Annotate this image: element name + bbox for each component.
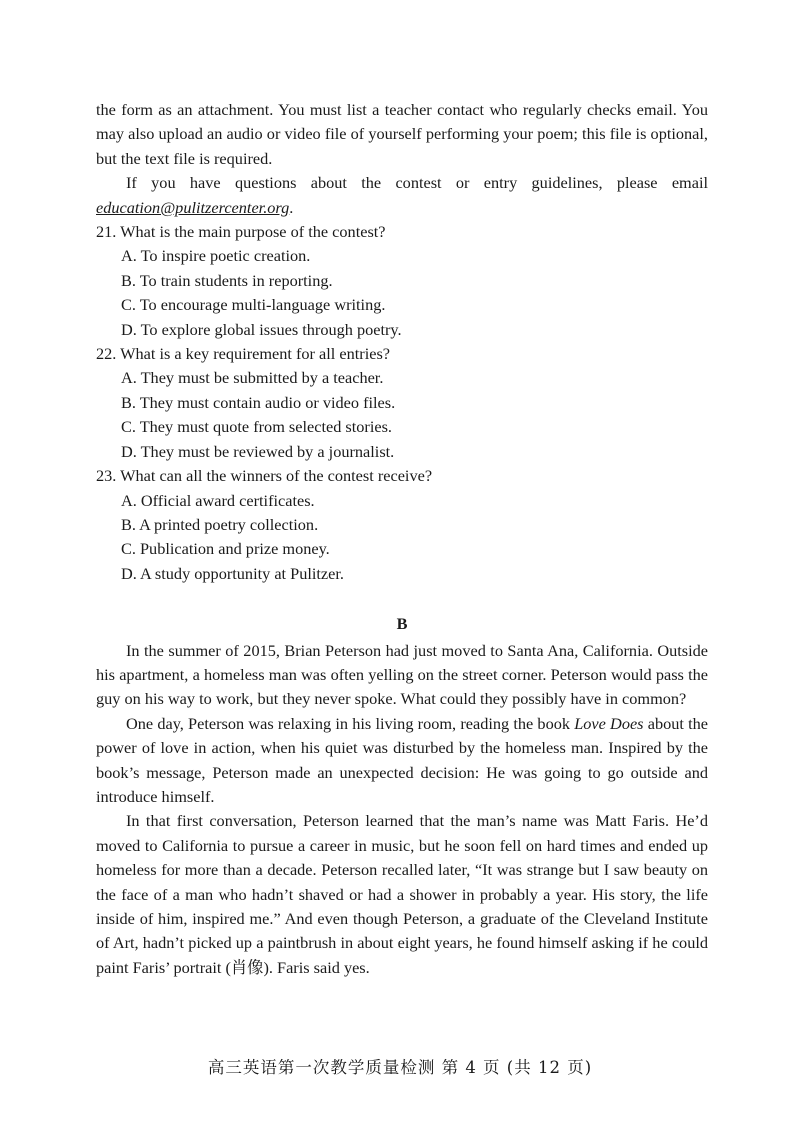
question-stem: 23. What can all the winners of the contest receive? [96, 466, 433, 486]
question-stem: 21. What is the main purpose of the contest? [96, 222, 386, 242]
question-21 [96, 220, 708, 342]
book-title: Love Does [574, 713, 644, 733]
document-body [96, 98, 708, 980]
section-heading: B [396, 614, 408, 634]
para2-text-a: One day, Peterson was relaxing in his living room, reading the book [126, 713, 575, 733]
question-23 [96, 464, 708, 586]
option-a: A. To inspire poetic creation. [121, 246, 311, 266]
option-d: D. A study opportunity at Pulitzer. [121, 563, 344, 583]
option-b: B. A printed poetry collection. [121, 514, 319, 534]
page-footer: 高三英语第一次教学质量检测 第 4 页 (共 12 页) [207, 1058, 593, 1077]
contact-end: . [289, 197, 294, 217]
passage-paragraph-1: In the summer of 2015, Brian Peterson had just moved to Santa Ana, California. Outside his apartment, a homeless man was often yelling on the street corner. Peterson would pass the guy on his way to work, but they never spoke. What could they possibly have in common? [96, 640, 708, 709]
para2-text-b: about the power of love in action, when his quiet was disturbed by the homeless man. Inspired by the book’s message, Peterson made an unexpected decision: He was going to go outside and introduce himself. [96, 713, 709, 806]
question-stem: 22. What is a key requirement for all entries? [96, 344, 391, 364]
contact-text: If you have questions about the contest or entry guidelines, please email [126, 173, 708, 193]
question-22 [96, 342, 708, 464]
option-c: C. They must quote from selected stories. [121, 417, 393, 437]
option-b: B. To train students in reporting. [121, 270, 333, 290]
passage-paragraph-3: In that first conversation, Peterson learned that the man’s name was Matt Faris. He’d moved to California to pursue a career in music, but he soon fell on hard times and ended up homeless for more than a decade. Peterson recalled later, “It was strange but I saw beauty on the face of a man who hadn’t shaved or had a shower in probably a year. His story, the life inside of him, inspired me.” And even though Peterson, a graduate of the Cleveland Institute of Art, hadn’t picked up a paintbrush in about eight years, he found himself asking if he could paint Faris’ portrait (肖像). Faris said yes. [96, 811, 708, 977]
option-d: D. They must be reviewed by a journalist. [121, 441, 395, 461]
option-c: C. To encourage multi-language writing. [121, 295, 386, 315]
option-c: C. Publication and prize money. [121, 539, 330, 559]
option-b: B. They must contain audio or video files. [121, 392, 396, 412]
intro-paragraph: the form as an attachment. You must list a teacher contact who regularly checks email. You may also upload an audio or video file of yourself performing your poem; this file is optional, but the text file is required. [96, 100, 708, 168]
option-a: A. Official award certificates. [121, 490, 315, 510]
option-d: D. To explore global issues through poetry. [121, 319, 402, 339]
contact-paragraph [96, 171, 708, 220]
contact-email-link[interactable]: education@pulitzercenter.org [96, 197, 290, 217]
option-a: A. They must be submitted by a teacher. [121, 368, 384, 388]
passage-paragraph-2 [96, 712, 708, 810]
